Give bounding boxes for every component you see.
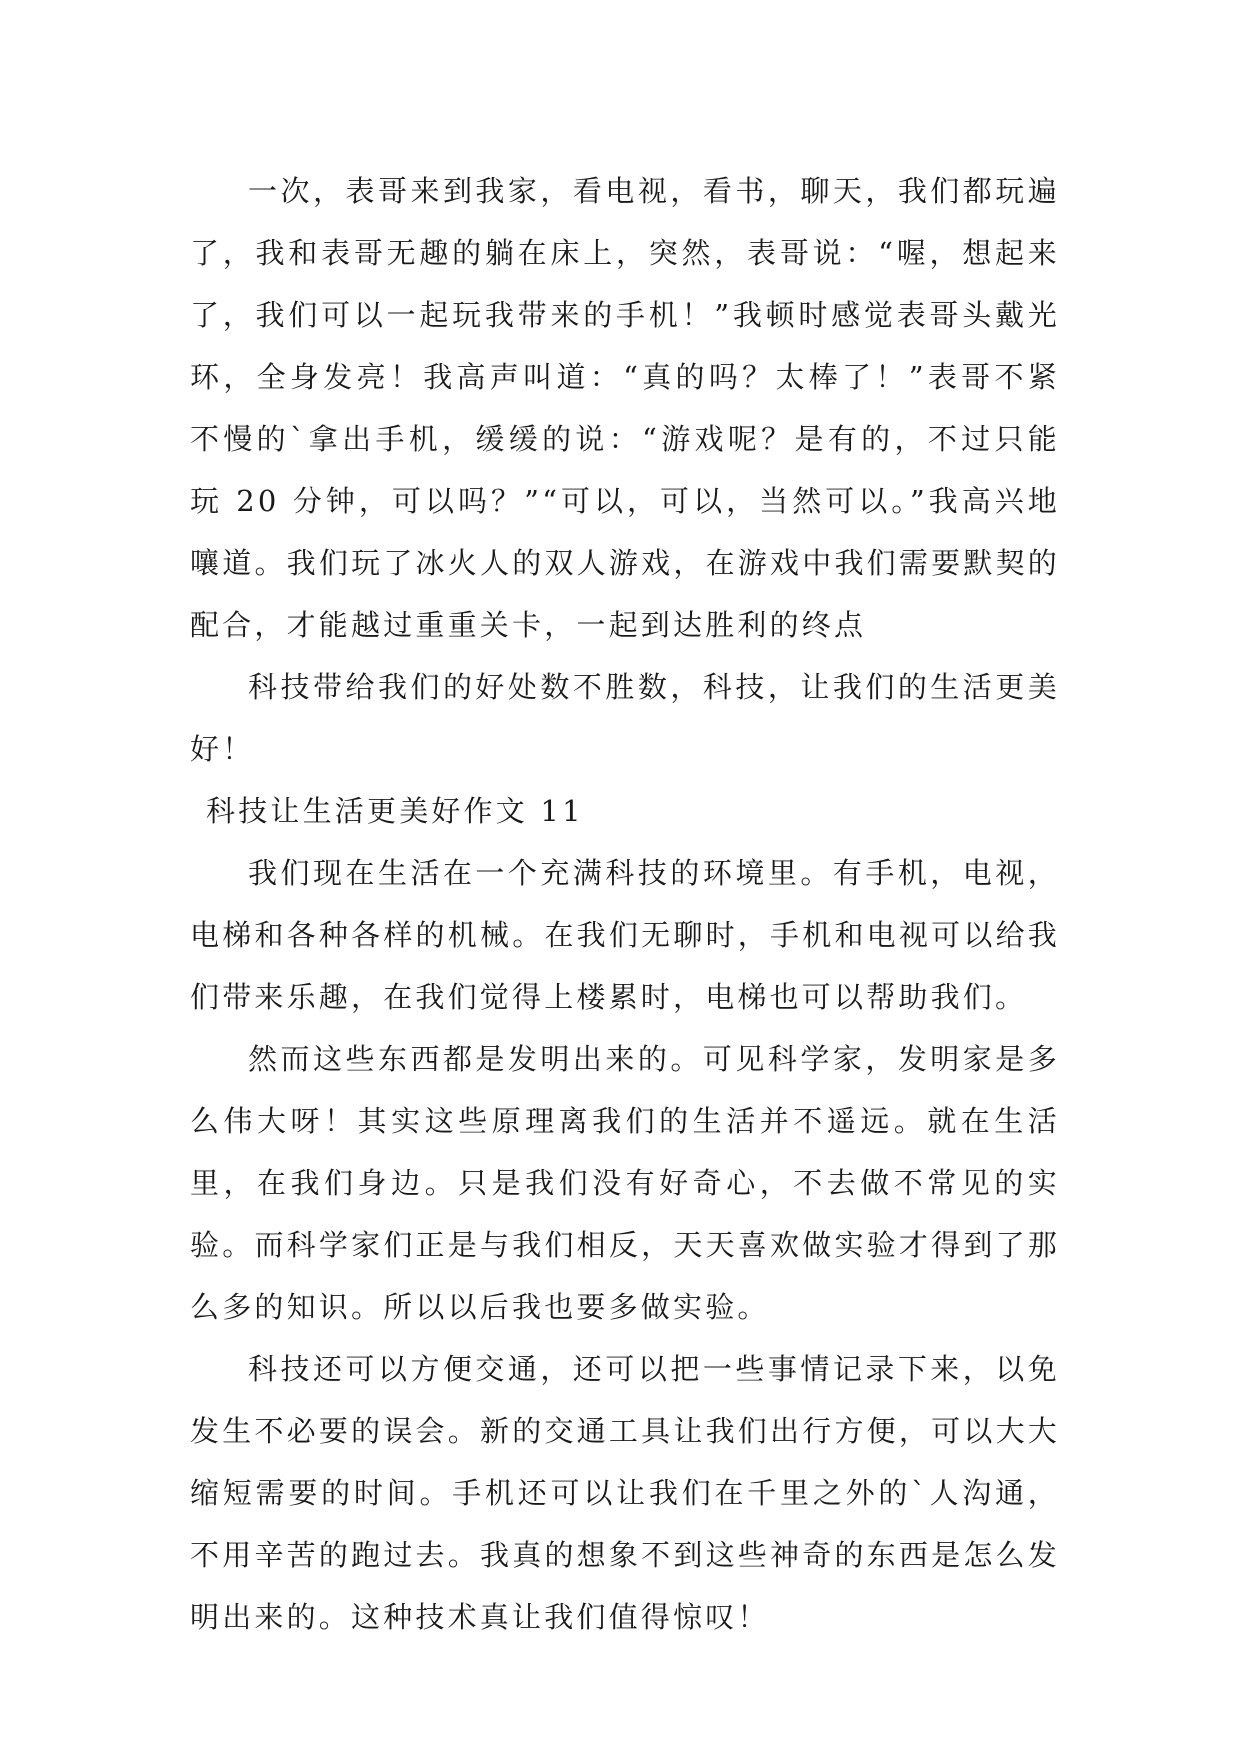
essay-heading: 科技让生活更美好作文 11 <box>206 794 584 828</box>
paragraph-transport: 科技还可以方便交通，还可以把一些事情记录下来，以免发生不必要的误会。新的交通工具让我们出行方便，可以大大缩短需要的时间。手机还可以让我们在千里之外的`人沟通，不用辛苦的跑过去。我真的想象不到这些神奇的东西是怎么发明出来的。这种技术真让我们值得惊叹！ <box>190 1352 1060 1634</box>
paragraph-tech-benefits: 科技带给我们的好处数不胜数，科技，让我们的生活更美好！ <box>190 670 1060 766</box>
paragraph-inventions: 然而这些东西都是发明出来的。可见科学家，发明家是多么伟大呀！其实这些原理离我们的生活并不遥远。就在生活里，在我们身边。只是我们没有好奇心，不去做不常见的实验。而科学家们正是与我们相反，天天喜欢做实验才得到了那么多的知识。所以以后我也要多做实验。 <box>190 1042 1060 1324</box>
paragraph-cousin-visit: 一次，表哥来到我家，看电视，看书，聊天，我们都玩遍了，我和表哥无趣的躺在床上，突然，表哥说：“喔，想起来了，我们可以一起玩我带来的手机！”我顿时感觉表哥头戴光环，全身发亮！我高声叫道：“真的吗？太棒了！”表哥不紧不慢的`拿出手机，缓缓的说：“游戏呢？是有的，不过只能玩 20 分钟，可以吗？”“可以，可以，当然可以。”我高兴地嚷道。我们玩了冰火人的双人游戏，在游戏中我们需要默契的配合，才能越过重重关卡，一起到达胜利的终点 <box>190 174 1060 642</box>
paragraph-tech-environment: 我们现在生活在一个充满科技的环境里。有手机，电视，电梯和各种各样的机械。在我们无聊时，手机和电视可以给我们带来乐趣，在我们觉得上楼累时，电梯也可以帮助我们。 <box>190 856 1060 1014</box>
document-body <box>190 160 1060 1648</box>
